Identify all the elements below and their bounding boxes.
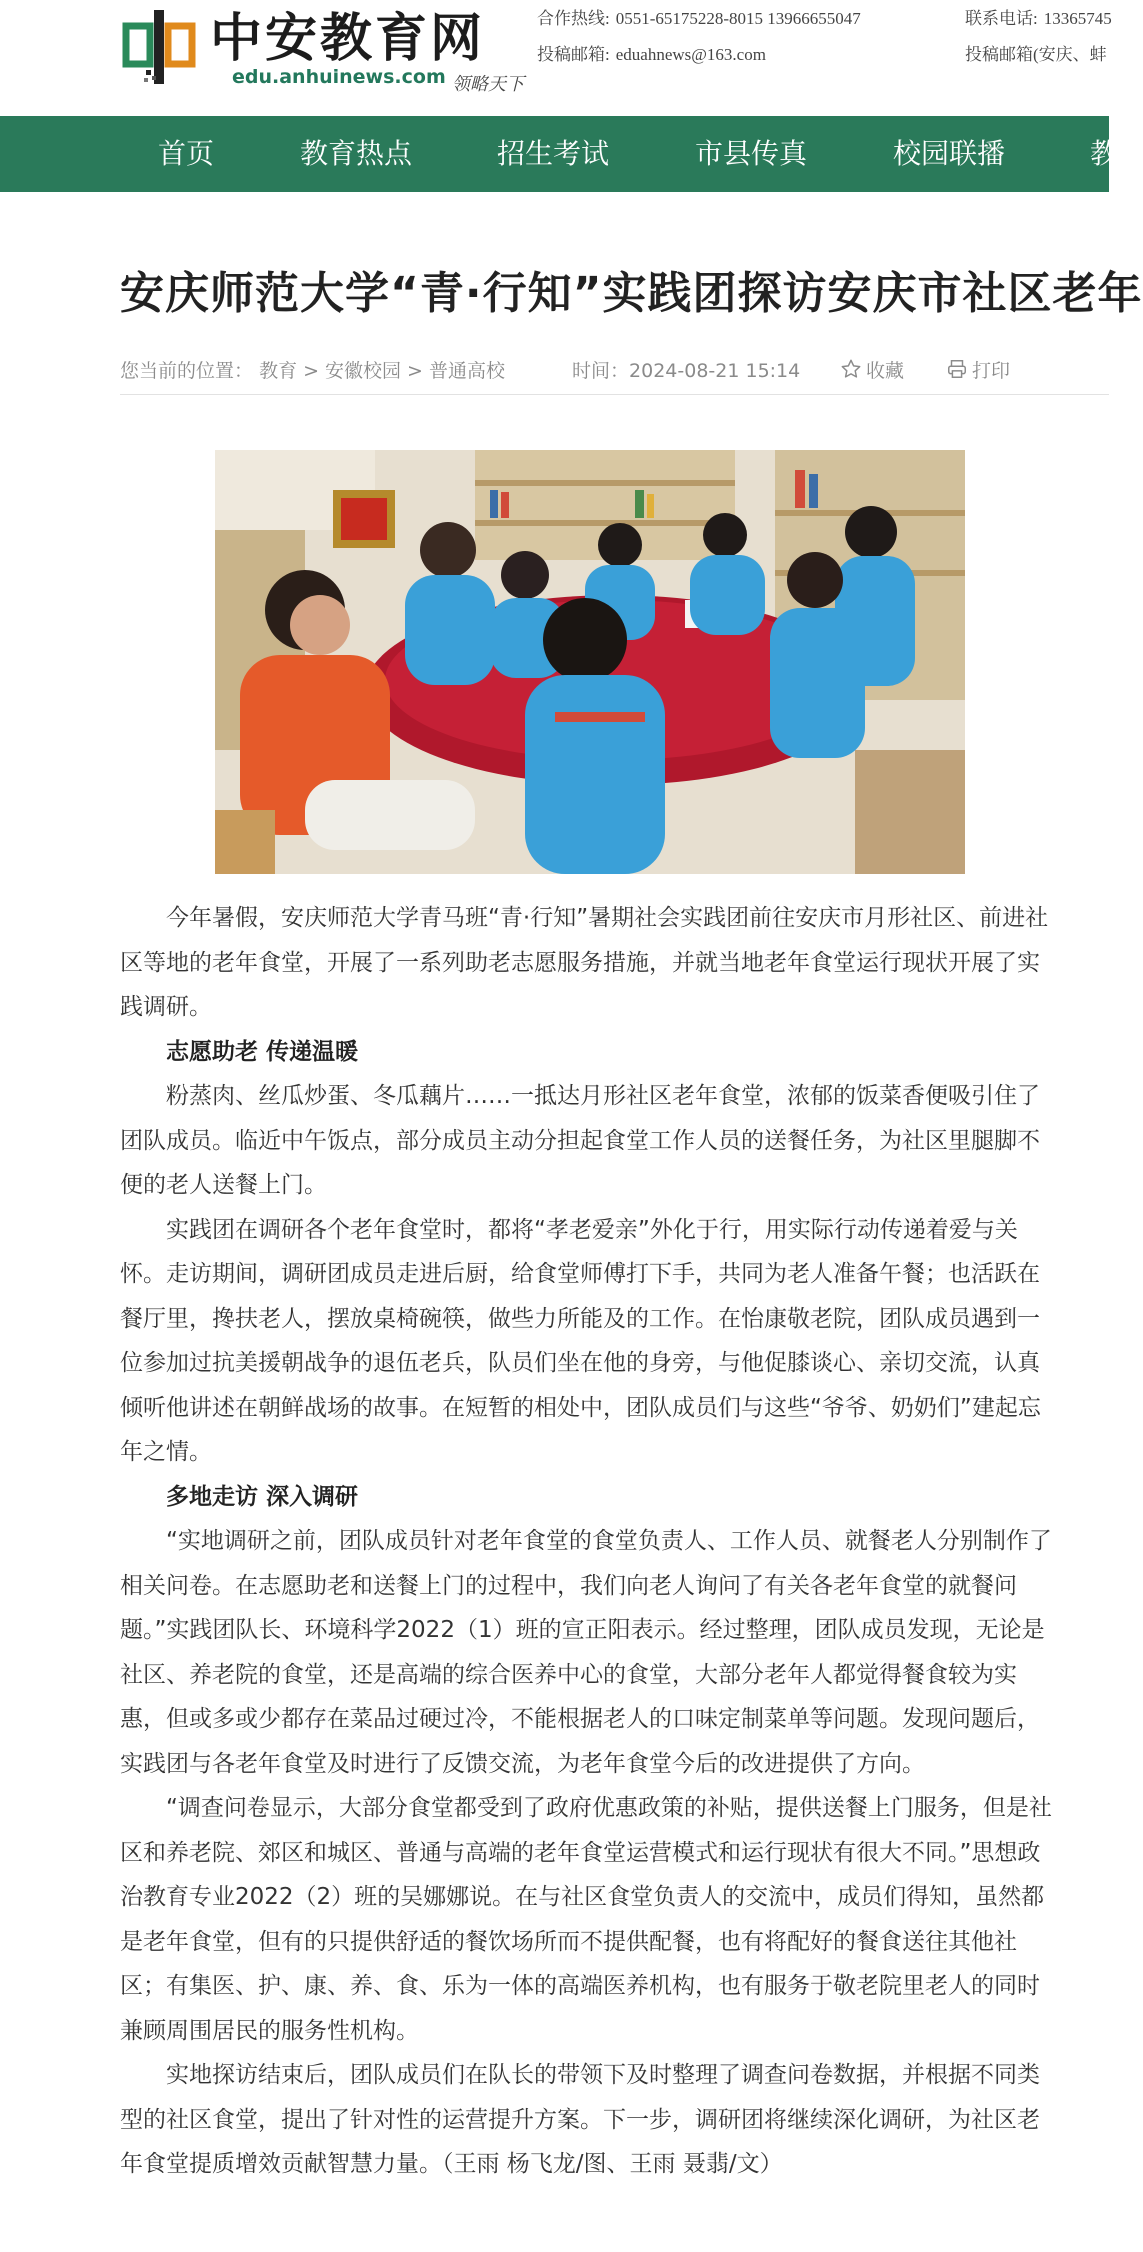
star-icon (840, 358, 862, 380)
publish-time (572, 356, 800, 383)
nav-item-campus[interactable]: 校园联播 (893, 137, 1006, 170)
hotline (537, 4, 867, 29)
email-label: 投稿邮箱: (537, 45, 610, 64)
nav-item-home[interactable]: 首页 (158, 137, 215, 170)
hotline-label: 合作热线: (537, 9, 610, 28)
hotline-value: 0551-65175228-8015 13966655047 (615, 9, 861, 28)
breadcrumb-label: 您当前的位置： (120, 360, 254, 382)
email-value[interactable]: eduahnews@163.com (615, 45, 766, 64)
site-logo-icon[interactable] (122, 8, 198, 88)
nav-item-admissions[interactable]: 招生考试 (497, 137, 610, 170)
contact-phone (965, 4, 1118, 29)
email2-label: 投稿邮箱(安庆、蚌 (965, 45, 1107, 64)
breadcrumb-item-universities[interactable]: 普通高校 (428, 360, 505, 382)
photo-illustration (215, 450, 965, 874)
breadcrumb-item-education[interactable]: 教育 (259, 360, 298, 382)
article-title: 安庆师范大学“青·行知”实践团探访安庆市社区老年 (120, 268, 1143, 320)
favorite-label: 收藏 (866, 360, 905, 382)
section-heading: 多地走访 深入调研 (166, 1483, 359, 1510)
phone-label: 联系电话: (965, 9, 1038, 28)
printer-icon (946, 358, 968, 380)
article-photo (215, 450, 965, 874)
phone-value: 13365745 (1043, 9, 1112, 28)
article-paragraph: 实地探访结束后，团队成员们在队长的带领下及时整理了调查问卷数据，并根据不同类型的社区食堂，提出了针对性的运营提升方案。下一步，调研团将继续深化调研，为社区老年食堂提质增效贡献智慧力量。（王雨 杨飞龙/图、王雨 聂翡/文） (120, 2062, 1040, 2177)
article-paragraph: 实践团在调研各个老年食堂时，都将“孝老爱亲”外化于行，用实际行动传递着爱与关怀。走访期间，调研团成员走进后厨，给食堂师傅打下手，共同为老人准备午餐；也活跃在餐厅里，搀扶老人，摆放桌椅碗筷，做些力所能及的工作。在怡康敬老院，团队成员遇到一位参加过抗美援朝战争的退伍老兵，队员们坐在他的身旁，与他促膝谈心、亲切交流，认真倾听他讲述在朝鲜战场的故事。在短暂的相处中，团队成员们与这些“爷爷、奶奶们”建起忘年之情。 (120, 1216, 1041, 1465)
submission-email-regional (965, 40, 1113, 65)
article-paragraph: 今年暑假，安庆师范大学青马班“青·行知”暑期社会实践团前往安庆市月形社区、前进社区等地的老年食堂，开展了一系列助老志愿服务措施，并就当地老年食堂运行现状开展了实践调研。 (120, 905, 1049, 1020)
favorite-button[interactable] (840, 356, 904, 383)
article-paragraph: “实地调研之前，团队成员针对老年食堂的食堂负责人、工作人员、就餐老人分别制作了相关问卷。在志愿助老和送餐上门的过程中，我们向老人询问了有关各老年食堂的就餐问题。”实践团队长、环境科学2022（1）班的宣正阳表示。经过整理，团队成员发现，无论是社区、养老院的食堂，还是高端的综合医养中心的食堂，大部分老年人都觉得餐食较为实惠，但或多或少都存在菜品过硬过冷，不能根据老人的口味定制菜单等问题。发现问题后，实践团与各老年食堂及时进行了反馈交流，为老年食堂今后的改进提供了方向。 (120, 1528, 1052, 1777)
time-label: 时间： (572, 360, 630, 382)
article-meta (120, 356, 1109, 395)
nav-item-city-news[interactable]: 市县传真 (695, 137, 808, 170)
article-paragraph: “调查问卷显示，大部分食堂都受到了政府优惠政策的补贴，提供送餐上门服务，但是社区和养老院、郊区和城区、普通与高端的老年食堂运营模式和运行现状有很大不同。”思想政治教育专业2022（2）班的吴娜娜说。在与社区食堂负责人的交流中，成员们得知，虽然都是老年食堂，但有的只提供舒适的餐饮场所而不提供配餐，也有将配好的餐食送往其他社区；有集医、护、康、养、食、乐为一体的高端医养机构，也有服务于敬老院里老人的同时兼顾周围居民的服务性机构。 (120, 1795, 1052, 2044)
print-label: 打印 (972, 360, 1011, 382)
site-domain: edu.anhuinews.com (232, 66, 446, 88)
print-button[interactable] (946, 356, 1010, 383)
logo-signature: 领略天下 (452, 74, 524, 95)
article-body (120, 896, 1060, 2187)
main-nav (0, 116, 1119, 192)
breadcrumb-separator: > (303, 360, 319, 382)
breadcrumb-item-anhui-campus[interactable]: 安徽校园 (325, 360, 402, 382)
submission-email (537, 40, 772, 65)
breadcrumb (120, 360, 505, 382)
section-heading: 志愿助老 传递温暖 (166, 1038, 359, 1065)
breadcrumb-separator: > (407, 360, 423, 382)
nav-item-education-news[interactable]: 教育热点 (300, 137, 413, 170)
time-value: 2024-08-21 15:14 (629, 360, 801, 382)
site-header (0, 0, 1112, 116)
nav-item-more[interactable]: 教 (1090, 137, 1119, 170)
site-logo-text[interactable]: 中安教育网 (210, 8, 486, 69)
article-paragraph: 粉蒸肉、丝瓜炒蛋、冬瓜藕片……一抵达月形社区老年食堂，浓郁的饭菜香便吸引住了团队成员。临近中午饭点，部分成员主动分担起食堂工作人员的送餐任务，为社区里腿脚不便的老人送餐上门。 (120, 1083, 1040, 1198)
